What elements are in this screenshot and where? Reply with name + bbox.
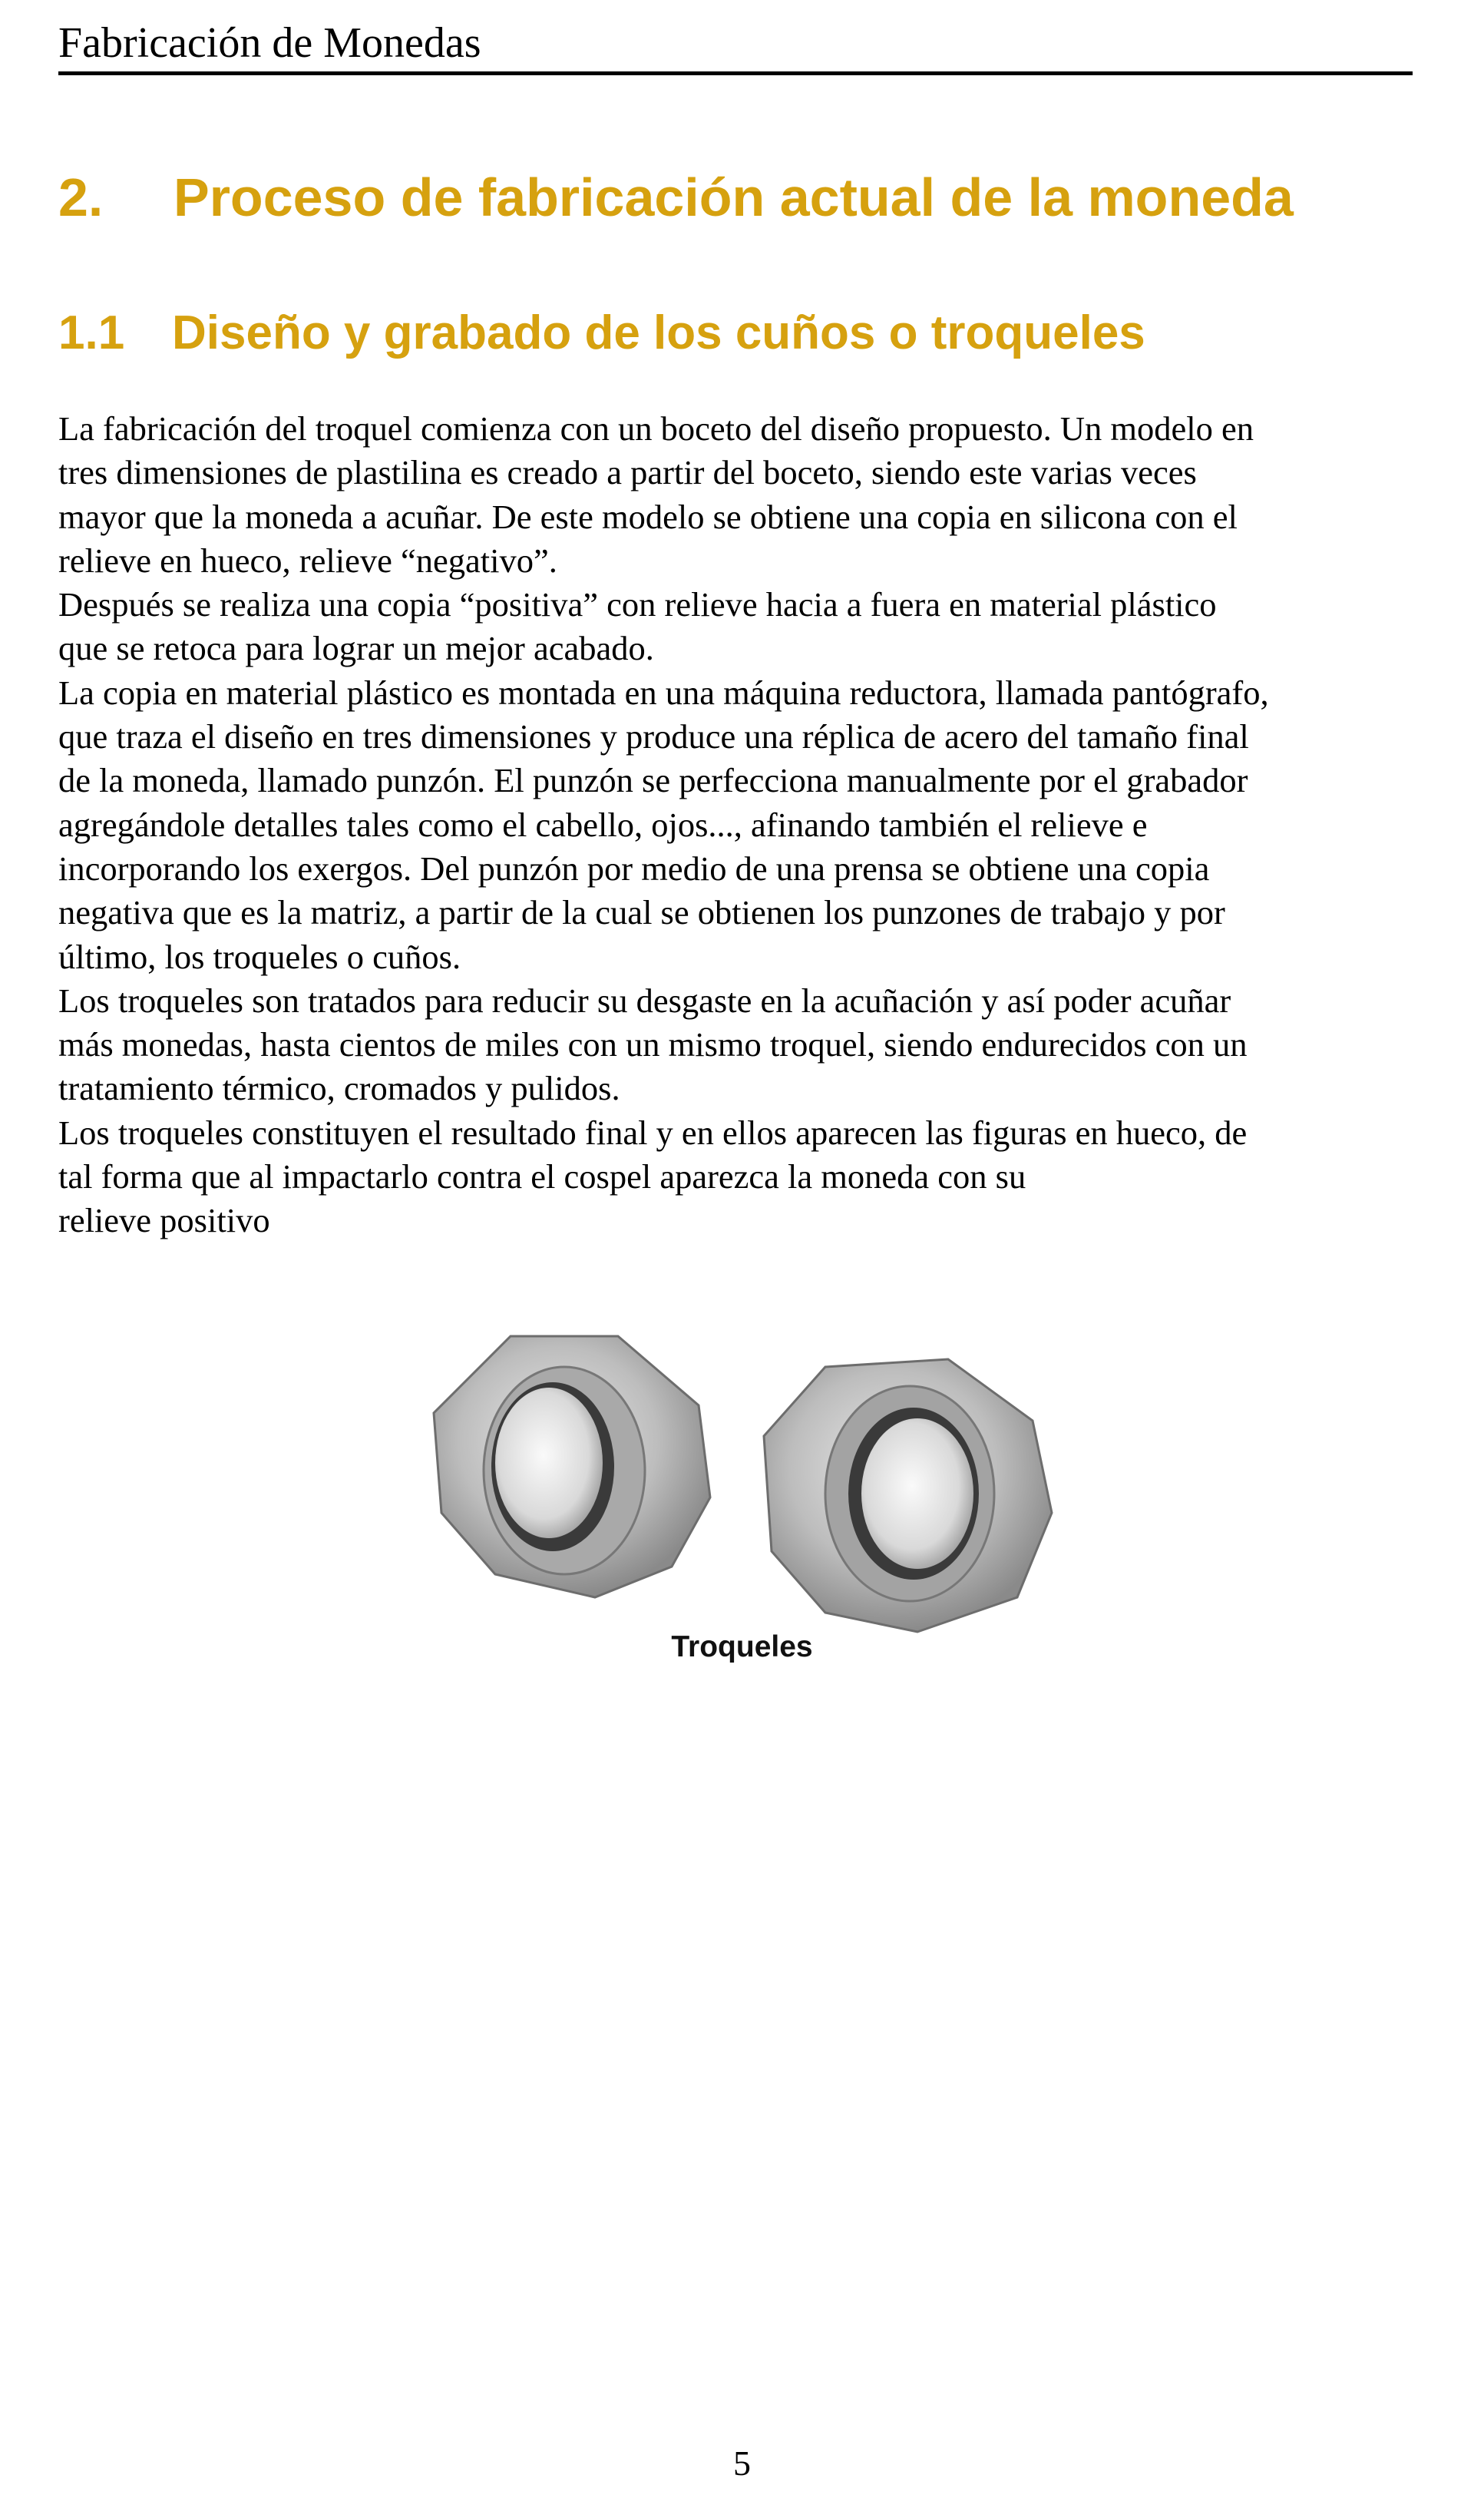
running-header: Fabricación de Monedas <box>58 19 481 67</box>
subsection-title: Diseño y grabado de los cuños o troqueles <box>172 306 1145 359</box>
body-line: La fabricación del troquel comienza con un boceto del diseño propuesto. Un modelo en <box>58 409 1254 448</box>
body-line: Los troqueles constituyen el resultado final y en ellos aparecen las figuras en hueco, de <box>58 1113 1248 1152</box>
body-text <box>58 407 1410 1243</box>
subsection-heading <box>58 304 1145 362</box>
body-line: agregándole detalles tales como el cabello, ojos..., afinando también el relieve e <box>58 805 1148 844</box>
body-line: negativa que es la matriz, a partir de la cual se obtienen los punzones de trabajo y por <box>58 893 1225 932</box>
left-die <box>434 1336 710 1597</box>
section-number: 2. <box>58 167 104 227</box>
body-line: mayor que la moneda a acuñar. De este modelo se obtiene una copia en silicona con el <box>58 497 1238 536</box>
body-line: tres dimensiones de plastilina es creado a partir del boceto, siendo este varias veces <box>58 453 1197 492</box>
body-line: relieve en hueco, relieve “negativo”. <box>58 541 557 580</box>
body-line: Después se realiza una copia “positiva” con relieve hacia a fuera en material plástico <box>58 585 1217 624</box>
body-line: tratamiento térmico, cromados y pulidos. <box>58 1069 620 1108</box>
body-line: Los troqueles son tratados para reducir su desgaste en la acuñación y así poder acuñar <box>58 981 1231 1020</box>
body-line: de la moneda, llamado punzón. El punzón se perfecciona manualmente por el grabador <box>58 761 1248 800</box>
coin-dies-image <box>426 1321 1063 1643</box>
page-number: 5 <box>733 2444 751 2483</box>
figure-caption: Troqueles <box>671 1630 813 1663</box>
right-die <box>764 1359 1052 1632</box>
body-line: que se retoca para lograr un mejor acabado. <box>58 629 654 668</box>
body-line: relieve positivo <box>58 1201 270 1240</box>
body-line: tal forma que al impactarlo contra el cospel aparezca la moneda con su <box>58 1157 1026 1196</box>
body-line: La copia en material plástico es montada en una máquina reductora, llamada pantógrafo, <box>58 673 1269 712</box>
body-line: más monedas, hasta cientos de miles con un mismo troquel, siendo endurecidos con un <box>58 1025 1248 1064</box>
dies-figure <box>426 1321 1063 1643</box>
body-line: último, los troqueles o cuños. <box>58 937 461 976</box>
section-title: Proceso de fabricación actual de la moneda <box>174 167 1294 227</box>
body-line: incorporando los exergos. Del punzón por medio de una prensa se obtiene una copia <box>58 849 1210 888</box>
header-rule <box>58 71 1413 75</box>
section-heading <box>58 165 1294 230</box>
subsection-number: 1.1 <box>58 306 125 359</box>
body-line: que traza el diseño en tres dimensiones y produce una réplica de acero del tamaño final <box>58 717 1249 756</box>
